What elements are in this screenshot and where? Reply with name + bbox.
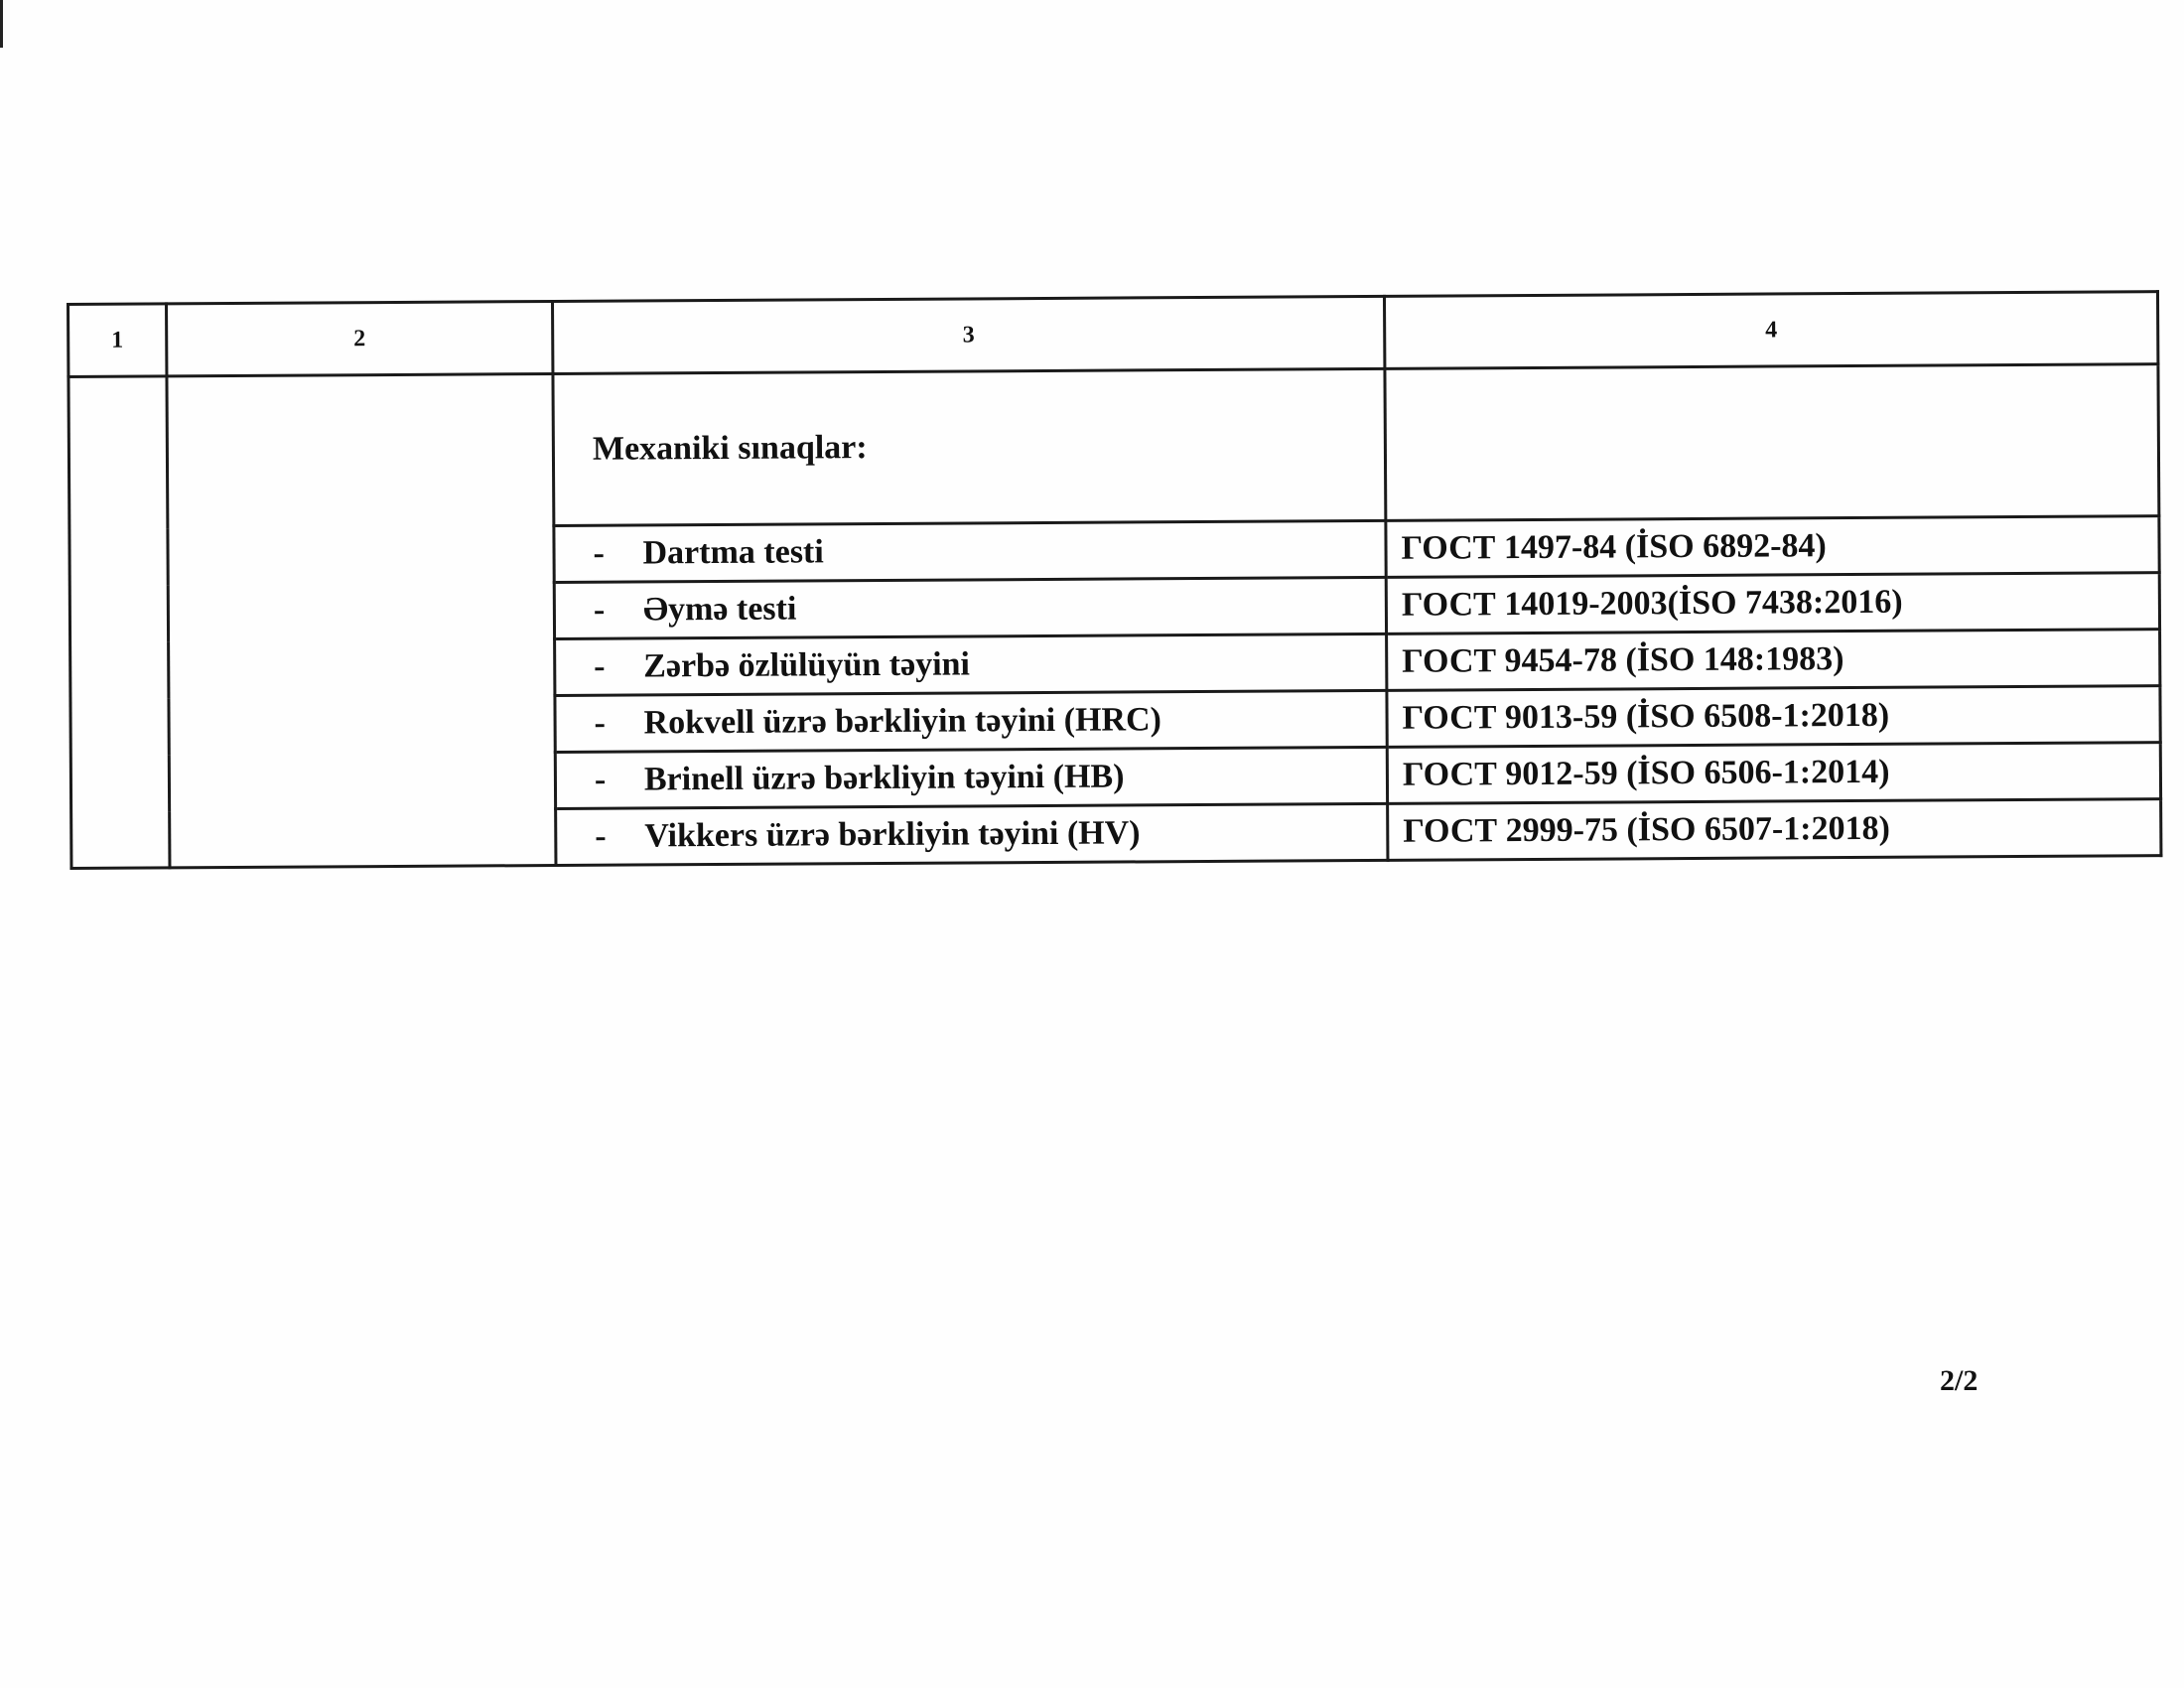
method-cell	[555, 633, 1387, 695]
method-cell	[554, 520, 1386, 582]
method-label: Dartma testi	[642, 533, 824, 572]
test-methods-table	[67, 290, 2162, 870]
bullet-dash: -	[594, 704, 607, 742]
standard-cell: ГОСТ 9454-78 (İSO 148:1983)	[1387, 630, 2160, 691]
scan-edge-mark	[0, 0, 3, 48]
page-number: 2/2	[1940, 1364, 1979, 1397]
standard-cell: ГОСТ 1497-84 (İSO 6892-84)	[1386, 516, 2159, 578]
standard-cell: ГОСТ 14019-2003(İSO 7438:2016)	[1386, 573, 2159, 634]
column-2-blank-cell	[167, 374, 556, 868]
header-cell-2: 2	[167, 302, 553, 376]
bullet-dash: -	[595, 817, 607, 855]
method-cell	[554, 577, 1386, 638]
bullet-dash: -	[593, 591, 606, 629]
method-cell	[556, 803, 1388, 865]
method-label: Brinell üzrə bərkliyin təyini (HB)	[643, 758, 1125, 798]
table-header-row	[68, 292, 2158, 377]
method-label: Vikkers üzrə bərkliyin təyini (HV)	[644, 814, 1141, 855]
standard-cell: ГОСТ 9012-59 (İSO 6506-1:2014)	[1387, 743, 2160, 804]
standard-cell: ГОСТ 9013-59 (İSO 6508-1:2018)	[1387, 686, 2160, 748]
bullet-dash: -	[593, 534, 605, 572]
header-cell-4: 4	[1384, 292, 2157, 369]
method-label: Zərbə özlülüyün təyini	[643, 645, 971, 685]
standard-cell: ГОСТ 2999-75 (İSO 6507-1:2018)	[1388, 799, 2161, 861]
bullet-dash: -	[594, 647, 606, 685]
column-1-blank-cell	[68, 376, 170, 869]
header-cell-3: 3	[553, 296, 1385, 373]
bullet-dash: -	[594, 761, 607, 798]
method-label: Rokvell üzrə bərkliyin təyini (HRC)	[643, 701, 1161, 742]
method-label: Əymə testi	[642, 590, 797, 629]
section-standard-blank-cell	[1385, 364, 2159, 521]
header-cell-1: 1	[68, 304, 167, 377]
section-title: Mexaniki sınaqlar:	[553, 368, 1386, 525]
method-cell	[555, 690, 1387, 752]
method-cell	[555, 747, 1387, 808]
section-row	[68, 364, 2159, 529]
